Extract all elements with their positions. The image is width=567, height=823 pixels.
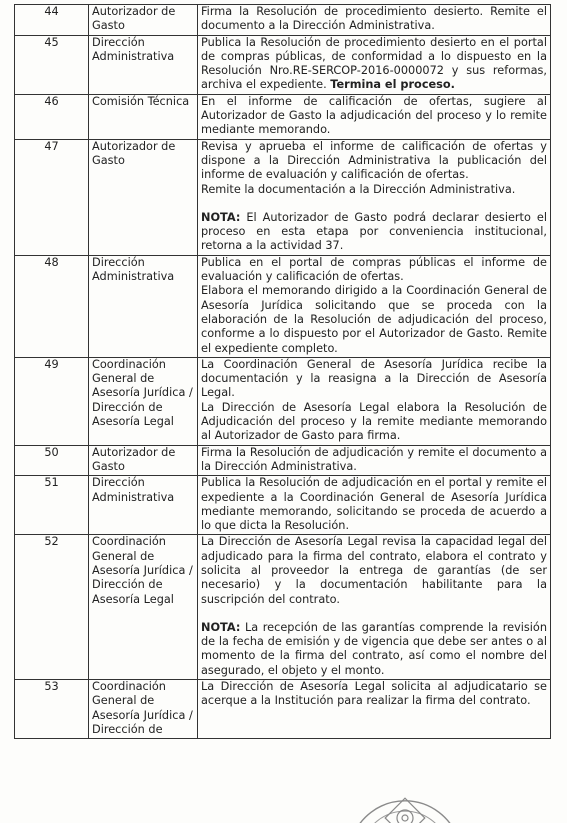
description-paragraph — [201, 535, 547, 606]
responsible-role: Autorizador de Gasto — [89, 445, 198, 476]
step-number: 49 — [15, 357, 89, 445]
paragraph-text: Firma la Resolución de procedimiento desierto. Remite el documento a la Dirección Administrativa. — [201, 5, 547, 33]
table-row — [15, 5, 551, 36]
table-row — [15, 535, 551, 680]
note-label: NOTA: — [201, 210, 241, 224]
description-paragraph — [201, 95, 547, 138]
description-paragraph — [201, 284, 547, 355]
responsible-role: Comisión Técnica — [89, 94, 198, 139]
activity-description — [198, 94, 551, 139]
description-paragraph — [201, 140, 547, 183]
table-row — [15, 35, 551, 94]
step-number: 45 — [15, 35, 89, 94]
description-paragraph — [201, 401, 547, 444]
paragraph-text: La Coordinación General de Asesoría Jurídica recibe la documentación y la reasigna a la Dirección de Asesoría Legal. — [201, 357, 547, 400]
official-seal-stamp — [345, 782, 465, 823]
table-row — [15, 94, 551, 139]
note-label: NOTA: — [201, 620, 241, 634]
paragraph-text: El Autorizador de Gasto podrá declarar desierto el proceso en esta etapa por conveniencia institucional, retorna a la actividad 37. — [201, 210, 547, 253]
description-paragraph — [201, 183, 547, 197]
paragraph-text: En el informe de calificación de ofertas, sugiere al Autorizador de Gasto la adjudicación del proceso y lo remite mediante memorando. — [201, 94, 547, 137]
activity-description — [198, 680, 551, 739]
table-row — [15, 357, 551, 445]
step-number: 44 — [15, 5, 89, 36]
table-row — [15, 255, 551, 357]
table-row — [15, 476, 551, 535]
step-number: 48 — [15, 255, 89, 357]
activity-description — [198, 139, 551, 255]
table-row — [15, 680, 551, 739]
description-paragraph — [201, 256, 547, 285]
responsible-role: Coordinación General de Asesoría Jurídica / Dirección de Asesoría Legal — [89, 535, 198, 680]
responsible-role: Coordinación General de Asesoría Jurídica / Dirección de Asesoría Legal — [89, 357, 198, 445]
paragraph-text: Remite la documentación a la Dirección Administrativa. — [201, 182, 516, 196]
description-paragraph — [201, 680, 547, 709]
activity-description — [198, 35, 551, 94]
responsible-role: Dirección Administrativa — [89, 255, 198, 357]
step-number: 46 — [15, 94, 89, 139]
responsible-role: Autorizador de Gasto — [89, 139, 198, 255]
description-paragraph — [201, 446, 547, 475]
step-number: 47 — [15, 139, 89, 255]
activity-description — [198, 535, 551, 680]
responsible-role: Dirección Administrativa — [89, 35, 198, 94]
process-end-text: Termina el proceso. — [330, 78, 455, 92]
procedure-table-body — [15, 5, 551, 739]
description-paragraph — [201, 5, 547, 34]
paragraph-text: La Dirección de Asesoría Legal elabora la Resolución de Adjudicación del proceso y la remite mediante memorando al Autorizador de Gasto para firma. — [201, 400, 547, 443]
step-number: 53 — [15, 680, 89, 739]
procedure-table — [14, 4, 551, 739]
activity-description — [198, 445, 551, 476]
paragraph-text: La Dirección de Asesoría Legal revisa la capacidad legal del adjudicado para la firma del contrato, elabora el contrato y solicita al proveedor la entrega de garantías (de ser necesario) y la documentación habilitante para la suscripción del contrato. — [201, 535, 547, 606]
table-row — [15, 139, 551, 255]
paragraph-text: Firma la Resolución de adjudicación y remite el documento a la Dirección Administrativa. — [201, 445, 547, 473]
responsible-role: Coordinación General de Asesoría Jurídica / Dirección de — [89, 680, 198, 739]
activity-description — [198, 5, 551, 36]
paragraph-text: La Dirección de Asesoría Legal solicita al adjudicatario se acerque a la Institución para realizar la firma del contrato. — [201, 680, 547, 708]
paragraph-text: Revisa y aprueba el informe de calificación de ofertas y dispone a la Dirección Administrativa la publicación del informe de evaluación y calificación de ofertas. — [201, 139, 547, 182]
paragraph-text: Publica la Resolución de procedimiento desierto en el portal de compras públicas, de conformidad a lo dispuesto en la Resolución Nro.RE-SERCOP-2016-0000072 y sus reformas, archiva el expediente. — [201, 35, 547, 92]
table-row — [15, 445, 551, 476]
description-paragraph — [201, 621, 547, 678]
description-paragraph — [201, 36, 547, 93]
description-paragraph — [201, 211, 547, 254]
activity-description — [198, 476, 551, 535]
responsible-role: Dirección Administrativa — [89, 476, 198, 535]
description-paragraph — [201, 358, 547, 401]
step-number: 52 — [15, 535, 89, 680]
paragraph-text: Publica en el portal de compras públicas el informe de evaluación y calificación de ofertas. — [201, 255, 547, 284]
paragraph-text: Publica la Resolución de adjudicación en el portal y remite el expediente a la Coordinación General de Asesoría Jurídica mediante memorando, solicitando se proceda de acuerdo a lo que dicta la Resolución. — [201, 476, 547, 533]
activity-description — [198, 357, 551, 445]
step-number: 51 — [15, 476, 89, 535]
activity-description — [198, 255, 551, 357]
paragraph-text: La recepción de las garantías comprende la revisión de la fecha de emisión y de vigencia que debe ser antes o al momento de la firma del contrato, así como el nombre del asegurado, el objeto y el monto. — [201, 620, 547, 677]
step-number: 50 — [15, 445, 89, 476]
responsible-role: Autorizador de Gasto — [89, 5, 198, 36]
description-paragraph — [201, 476, 547, 533]
paragraph-text: Elabora el memorando dirigido a la Coordinación General de Asesoría Jurídica solicitando que se proceda con la elaboración de la Resolución de adjudicación del proceso, conforme a lo dispuesto por el Autorizador de Gasto. Remite el expediente completo. — [201, 284, 547, 355]
